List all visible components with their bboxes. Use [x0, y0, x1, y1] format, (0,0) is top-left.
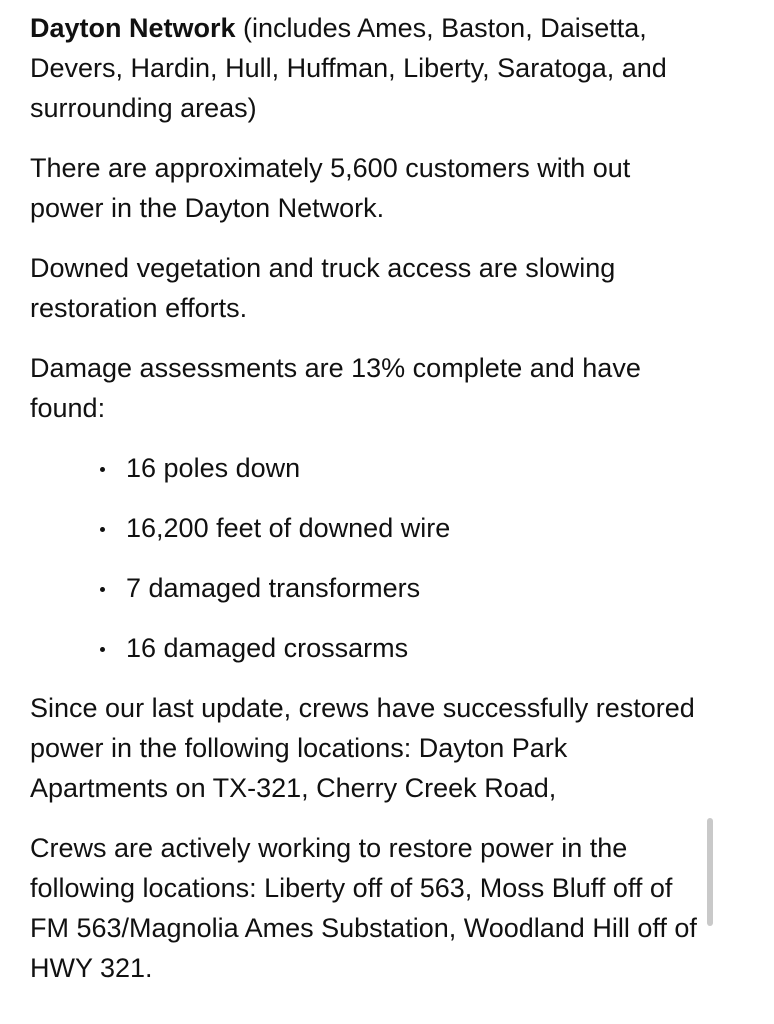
scrollbar-thumb[interactable] — [707, 818, 713, 926]
damage-item-poles: 16 poles down — [30, 448, 710, 488]
outage-paragraph: There are approximately 5,600 customers with out power in the Dayton Network. — [30, 153, 631, 223]
network-heading — [30, 8, 710, 128]
restored-paragraph: Since our last update, crews have successfully restored power in the following locations: Dayton Park Apartments on TX-321, Cherry Creek Road, — [30, 693, 695, 803]
assessment-paragraph: Damage assessments are 13% complete and have found: — [30, 353, 641, 423]
damage-item-crossarms: 16 damaged crossarms — [30, 628, 710, 668]
working-paragraph: Crews are actively working to restore power in the following locations: Liberty off of 563, Moss Bluff off of FM 563/Magnolia Ames Substation, Woodland Hill off of HWY 321. — [30, 833, 697, 983]
damage-list — [30, 448, 710, 668]
article-body — [30, 8, 710, 1008]
damage-item-wire: 16,200 feet of downed wire — [30, 508, 710, 548]
network-areas: (includes Ames, Baston, Daisetta, Devers, Hardin, Hull, Huffman, Liberty, Saratoga, and surrounding areas) — [30, 13, 667, 123]
slowing-paragraph: Downed vegetation and truck access are slowing restoration efforts. — [30, 253, 616, 323]
damage-item-transformers: 7 damaged transformers — [30, 568, 710, 608]
network-name: Dayton Network — [30, 13, 236, 43]
